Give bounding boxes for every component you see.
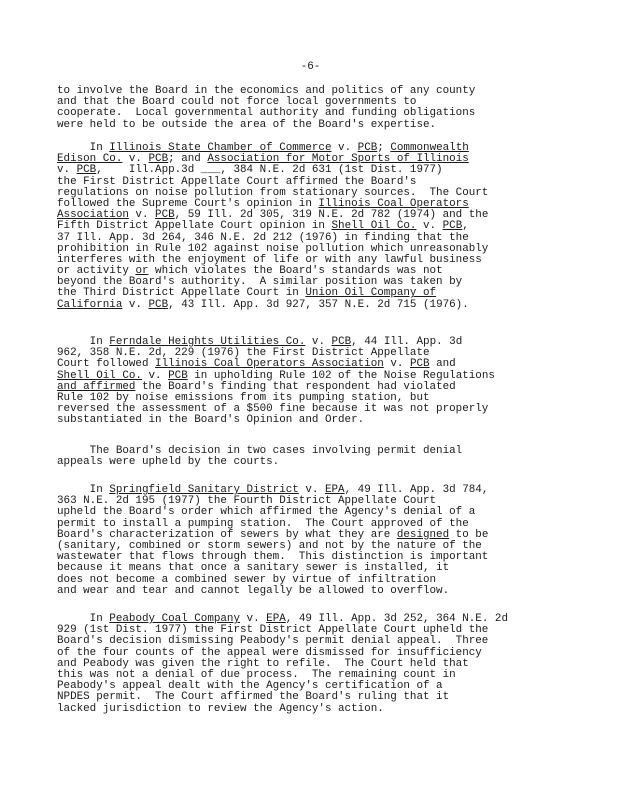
text-line <box>57 300 577 311</box>
text-run: upheld the Board's order which affirmed the Agency's denial of a <box>57 506 476 519</box>
text-run: permit to install a pumping station. The Court approved of the <box>57 517 469 530</box>
case-citation: PCB <box>409 358 430 371</box>
text-run: Rule 102 by noise emissions from its pumping station, but <box>57 391 430 404</box>
case-citation: Shell Oil Co. <box>57 369 142 382</box>
case-citation: EPA <box>324 484 345 496</box>
text-run: and wear and tear and cannot legally be allowed to overflow. <box>57 584 450 597</box>
text-run: of the four counts of the appeal were dismissed for insufficiency <box>57 646 482 659</box>
text-run: beyond the Board's authority. A similar position was taken by <box>57 276 463 289</box>
text-run: or activity <box>57 265 136 278</box>
case-citation: PCB <box>76 164 97 177</box>
text-run: the Board's finding that respondent had violated <box>135 380 456 393</box>
text-run: v. <box>240 613 267 625</box>
case-citation: Association <box>57 209 129 222</box>
case-citation: Union Oil Company of <box>305 287 437 300</box>
text-run: v. <box>128 209 156 222</box>
case-citation: PCB <box>155 209 175 222</box>
text-run: Peabody's appeal dealt with the Agency's certification of a <box>57 680 443 693</box>
paragraph-5 <box>57 485 577 597</box>
text-run: v. <box>383 358 410 371</box>
text-run: were held to be outside the area of the Board's expertise. <box>57 118 437 131</box>
text-run: , 49 Ill. App. 3d 252, 364 N.E. 2d <box>285 613 508 625</box>
text-run: cooperate. Local governmental authority and funding obligations <box>57 107 476 120</box>
text-run: substantiated in the Board's Opinion and Order. <box>57 414 365 427</box>
text-run: , 43 Ill. App. 3d 927, 357 N.E. 2d 715 (1976). <box>168 298 469 311</box>
text-run: , Ill.App.3d ___, 384 N.E. 2d 631 (1st Dist. 1977) <box>96 164 443 177</box>
text-run: v. <box>331 142 358 154</box>
case-citation: Commonwealth <box>390 142 469 154</box>
page-number: -6- <box>300 61 321 73</box>
text-run: ; and <box>168 153 208 166</box>
text-run: 363 N.E. 2d 195 (1977) the Fourth District Appellate Court <box>57 495 437 508</box>
text-run: and that the Board could not force local governments to <box>57 96 417 109</box>
text-line <box>57 120 577 131</box>
case-citation: Illinois Coal Operators Association <box>155 358 384 371</box>
text-run: regulations on noise pollution from stationary sources. The Court <box>57 186 489 199</box>
case-citation: PCB <box>148 153 169 166</box>
text-run: does not become a combined sewer by virtue of infiltration <box>57 573 437 586</box>
text-run: , 59 Ill. 2d 305, 319 N.E. 2d 782 (1974) and the <box>174 209 489 222</box>
case-citation: Peabody Coal Company <box>109 613 241 625</box>
text-line <box>57 586 577 597</box>
text-run: to be <box>449 528 489 541</box>
text-run: 962, 358 N.E. 2d, 229 (1976) the First District Appellate <box>57 347 430 360</box>
text-run: this was not a denial of due process. The remaining count in <box>57 668 456 681</box>
case-citation: Association for Motor Sports of Illinois <box>207 153 469 166</box>
text-run: v. <box>141 369 169 382</box>
text-run: In <box>57 484 110 496</box>
text-run: interferes with the enjoyment of life or with any lawful business <box>57 253 482 266</box>
case-citation: PCB <box>331 336 352 348</box>
text-run: Fifth District Appellate Court opinion in <box>57 220 332 233</box>
text-run: and <box>429 358 456 371</box>
text-run: wastewater that flows through them. This distinction is important <box>57 551 489 564</box>
text-run: lacked jurisdiction to review the Agency's action. <box>57 702 384 715</box>
text-run: (sanitary, combined or storm sewers) and not by the nature of the <box>57 539 482 552</box>
case-citation: PCB <box>148 298 169 311</box>
case-citation: or <box>135 265 149 278</box>
text-run: Court followed <box>57 358 156 371</box>
text-run: and Peabody was given the right to refile. The Court held that <box>57 657 469 670</box>
case-citation: EPA <box>266 613 286 625</box>
text-run: to involve the Board in the economics and politics of any county <box>57 85 476 97</box>
case-citation: PCB <box>442 220 463 233</box>
case-citation: and affirmed <box>57 380 136 393</box>
text-run: , 49 Ill. App. 3d 784, <box>344 484 489 496</box>
case-citation: Ferndale Heights Utilities Co. <box>109 336 306 348</box>
text-run: 929 (1st Dist. 1977) the First District Appellate Court upheld the <box>57 624 489 637</box>
text-run: , <box>462 220 469 233</box>
text-run: Board's decision dismissing Peabody's permit denial appeal. Three <box>57 635 489 648</box>
text-run: which violates the Board's standards was not <box>148 265 443 278</box>
text-run: v. <box>416 220 443 233</box>
case-citation: Illinois Coal Operators <box>318 197 469 210</box>
paragraph-6 <box>57 614 577 715</box>
text-run: followed the Supreme Court's opinion in <box>57 197 319 210</box>
text-run: v. <box>57 164 77 177</box>
text-run: because it means that once a sanitary sewer is installed, it <box>57 562 450 575</box>
text-run: In <box>57 613 110 625</box>
text-run: reversed the assessment of a $500 fine because it was not properly <box>57 403 489 416</box>
text-run: v. <box>298 484 325 496</box>
case-citation: Springfield Sanitary District <box>109 484 299 496</box>
case-citation: Shell Oil Co. <box>331 220 417 233</box>
case-citation: designed <box>396 528 450 541</box>
text-run: prohibition in Rule 102 against noise pollution which unreasonably <box>57 242 489 255</box>
paragraph-2 <box>57 143 577 311</box>
text-run: Board's characterization of sewers by what they are <box>57 528 397 541</box>
text-line <box>57 415 577 426</box>
text-run: , 44 Ill. App. 3d <box>351 336 463 348</box>
case-citation: PCB <box>168 369 188 382</box>
text-line <box>57 704 577 715</box>
paragraph-3 <box>57 337 577 427</box>
text-run: ; <box>377 142 391 154</box>
case-citation: PCB <box>357 142 378 154</box>
text-line <box>57 457 577 468</box>
text-run: appeals were upheld by the courts. <box>57 456 280 469</box>
text-run: 37 Ill. App. 3d 264, 346 N.E. 2d 212 (1976) in finding that the <box>57 231 469 244</box>
text-run: In <box>57 142 110 154</box>
text-run: v. <box>305 336 332 348</box>
case-citation: Edison Co. <box>57 153 123 166</box>
paragraph-4 <box>57 446 577 468</box>
paragraph-1 <box>57 86 577 131</box>
text-run: the Third District Appellate Court in <box>57 287 306 300</box>
text-run: The Board's decision in two cases involving permit denial <box>57 445 463 457</box>
text-run: v. <box>122 153 149 166</box>
text-run: in upholding Rule 102 of the Noise Regulations <box>187 369 495 382</box>
case-citation: Illinois State Chamber of Commerce <box>109 142 332 154</box>
text-run: NPDES permit. The Court affirmed the Board's ruling that it <box>57 691 450 704</box>
text-run: v. <box>122 298 149 311</box>
text-run: In <box>57 336 110 348</box>
text-run: the First District Appellate Court affirmed the Board's <box>57 175 417 188</box>
case-citation: California <box>57 298 123 311</box>
